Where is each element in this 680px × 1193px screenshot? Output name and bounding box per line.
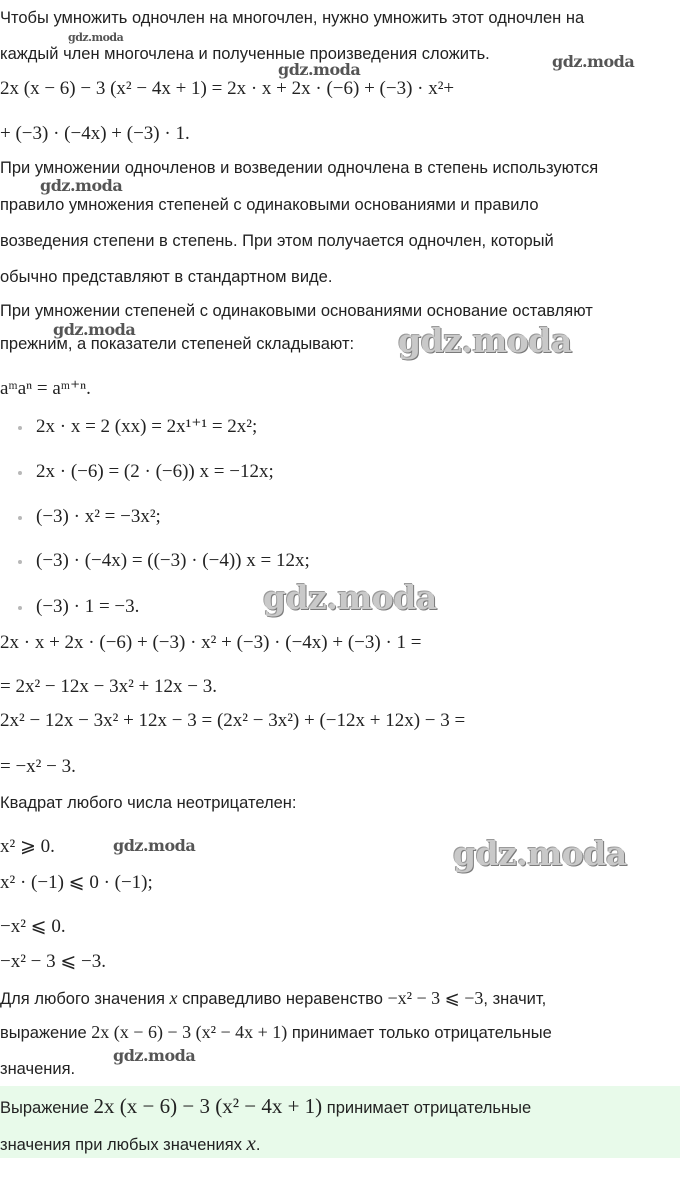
- bullet-icon: [18, 606, 22, 610]
- list-item-text: 2x · x = 2 (xx) = 2x¹⁺¹ = 2x²;: [36, 416, 258, 437]
- list-item: [18, 506, 161, 528]
- math-line: = 2x² − 12x − 3x² + 12x − 3.: [0, 676, 217, 697]
- math-line: 2x · x + 2x · (−6) + (−3) · x² + (−3) · (−4x) + (−3) · 1 =: [0, 632, 422, 653]
- math-inline: x: [169, 988, 178, 1008]
- paragraph-line: [0, 1022, 552, 1043]
- text-span: .: [255, 1136, 261, 1154]
- watermark-logo: gdz.moda: [398, 321, 572, 360]
- bullet-icon: [18, 516, 22, 520]
- paragraph-line: Чтобы умножить одночлен на многочлен, нужно умножить этот одночлен на: [0, 9, 585, 27]
- math-line: x² · (−1) ⩽ 0 · (−1);: [0, 872, 153, 893]
- text-span: принимает отрицательные: [322, 1099, 532, 1117]
- list-item: [18, 416, 257, 438]
- list-item: [18, 596, 139, 618]
- text-span: выражение: [0, 1024, 92, 1042]
- text-span: принимает только отрицательные: [287, 1024, 552, 1042]
- answer-line: [0, 1133, 260, 1155]
- text-span: значения при любых значениях: [0, 1136, 247, 1154]
- paragraph-line: возведения степени в степень. При этом получается одночлен, который: [0, 232, 554, 250]
- paragraph-line: каждый член многочлена и полученные произведения сложить.: [0, 45, 490, 63]
- list-item-text: (−3) · x² = −3x²;: [36, 506, 161, 527]
- text-span: Выражение: [0, 1099, 94, 1117]
- paragraph-line: прежним, а показатели степеней складывают:: [0, 335, 355, 353]
- answer-box: [0, 1086, 680, 1158]
- watermark-logo: gdz.moda: [68, 31, 124, 44]
- math-line: = −x² − 3.: [0, 756, 76, 777]
- math-inline: −x² − 3 ⩽ −3: [387, 988, 484, 1008]
- math-line: −x² ⩽ 0.: [0, 916, 66, 937]
- text-span: , значит,: [483, 990, 547, 1008]
- math-line: x² ⩾ 0.: [0, 836, 55, 857]
- watermark-logo: gdz.moda: [552, 52, 635, 71]
- watermark-logo: gdz.moda: [278, 60, 361, 79]
- math-inline: 2x (x − 6) − 3 (x² − 4x + 1): [91, 1022, 288, 1042]
- math-inline: 2x (x − 6) − 3 (x² − 4x + 1): [93, 1094, 323, 1118]
- paragraph-line: обычно представляют в стандартном виде.: [0, 268, 333, 286]
- bullet-icon: [18, 560, 22, 564]
- watermark-logo: gdz.moda: [53, 320, 136, 339]
- text-span: справедливо неравенство: [177, 990, 388, 1008]
- watermark-logo: gdz.moda: [263, 578, 437, 617]
- math-line: 2x (x − 6) − 3 (x² − 4x + 1) = 2x · x + 2x · (−6) + (−3) · x²+: [0, 78, 455, 99]
- math-line: 2x² − 12x − 3x² + 12x − 3 = (2x² − 3x²) + (−12x + 12x) − 3 =: [0, 710, 466, 731]
- list-item: [18, 550, 310, 572]
- paragraph-line: Квадрат любого числа неотрицателен:: [0, 794, 297, 812]
- bullet-icon: [18, 426, 22, 430]
- math-line: aᵐaⁿ = aᵐ⁺ⁿ.: [0, 378, 91, 399]
- watermark-logo: gdz.moda: [453, 834, 627, 873]
- bullet-icon: [18, 471, 22, 475]
- watermark-logo: gdz.moda: [40, 176, 123, 195]
- paragraph-line: [0, 988, 546, 1009]
- paragraph-line: При умножении одночленов и возведении одночлена в степень используются: [0, 159, 599, 177]
- paragraph-line: При умножении степеней с одинаковыми основаниями основание оставляют: [0, 302, 593, 320]
- paragraph-line: правило умножения степеней с одинаковыми основаниями и правило: [0, 196, 539, 214]
- text-span: Для любого значения: [0, 990, 170, 1008]
- math-line: −x² − 3 ⩽ −3.: [0, 951, 107, 972]
- paragraph-line: значения.: [0, 1060, 76, 1078]
- list-item: [18, 461, 274, 483]
- answer-line: [0, 1096, 531, 1118]
- watermark-logo: gdz.moda: [113, 836, 196, 855]
- watermark-logo: gdz.moda: [113, 1046, 196, 1065]
- list-item-text: (−3) · 1 = −3.: [36, 596, 140, 617]
- math-inline: x: [246, 1131, 256, 1155]
- list-item-text: (−3) · (−4x) = ((−3) · (−4)) x = 12x;: [36, 550, 310, 571]
- math-line: + (−3) · (−4x) + (−3) · 1.: [0, 123, 190, 144]
- list-item-text: 2x · (−6) = (2 · (−6)) x = −12x;: [36, 461, 274, 482]
